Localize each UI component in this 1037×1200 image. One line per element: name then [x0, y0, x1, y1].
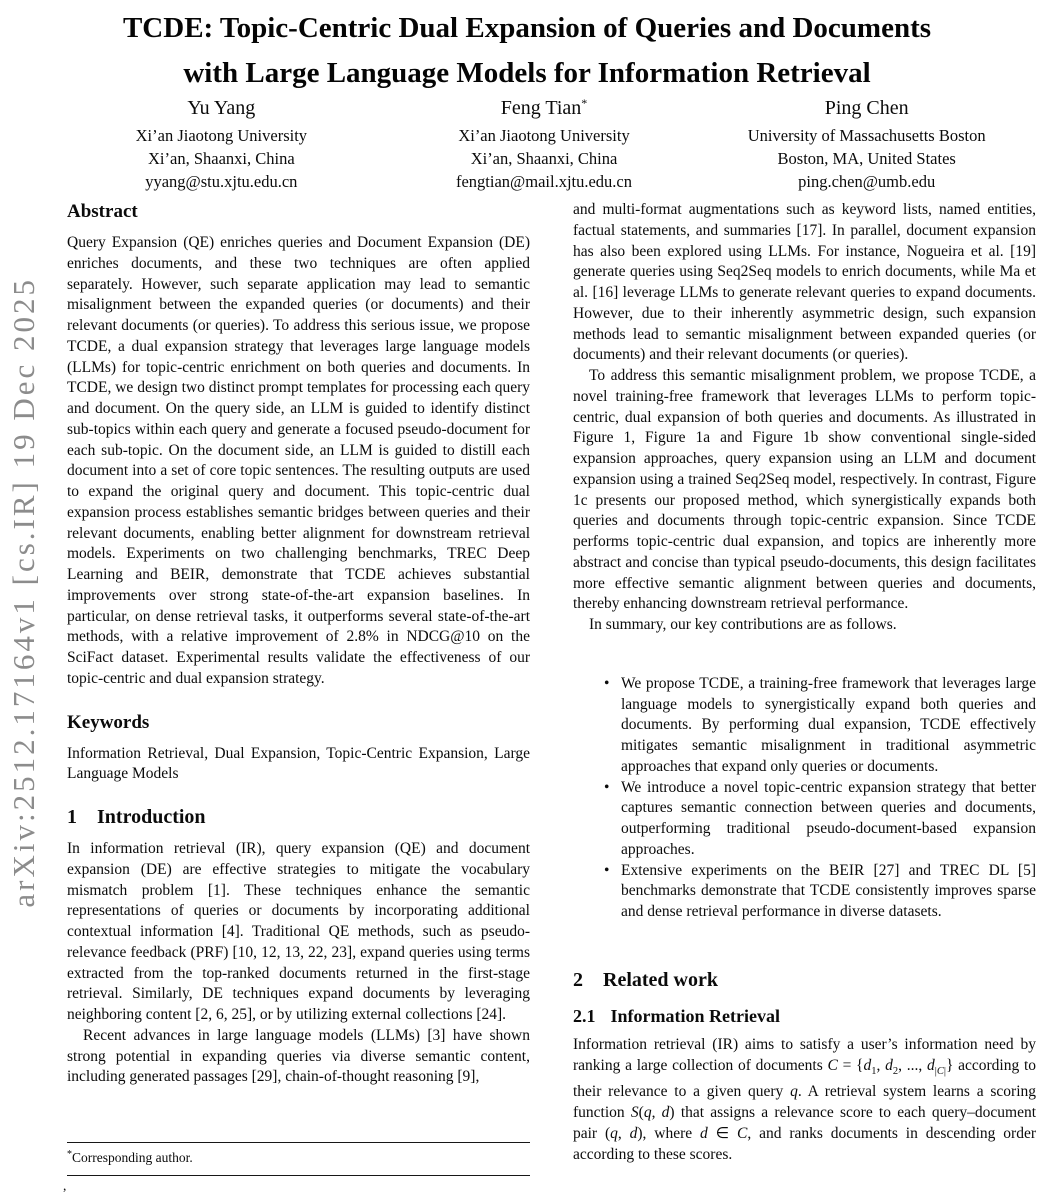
related-work-paragraph: Information retrieval (IR) aims to satisfy a user’s information need by ranking a large collection of documents $C = \{d_1$, $d_2$, ..., $d_{|C|}$} according to their relevance to a given query q. A retrieval system learns a scoring function S(q, d) that assigns a relevance score to each query–document pair (q, d), where d ∈ C, and ranks documents in descending order according to these scores.: [573, 1035, 1036, 1163]
contribution-item: [573, 861, 1036, 923]
author-note-asterisk: *: [581, 96, 588, 110]
contribution-text: We propose TCDE, a training-free framework that leverages large language models to synergistically expand both queries and documents. By performing dual expansion, TCDE effectively mitigates semantic misalignment in traditional asymmetric approaches that expand only queries or documents.: [621, 674, 1036, 775]
author-2: [383, 90, 706, 193]
author-name: Ping Chen: [824, 97, 909, 119]
arxiv-watermark: [0, 228, 48, 956]
author-email: ping.chen@umb.edu: [798, 172, 936, 191]
author-location: Xi’an, Shaanxi, China: [470, 149, 618, 168]
intro-paragraph-3: To address this semantic misalignment problem, we propose TCDE, a novel training-free framework that leverages LLMs to perform topic-centric, dual expansion of both queries and documents. As illustrated in Figure 1, Figure 1a and Figure 1b show conventional single-sided expansion approaches, query expansion using an LLM and document expansion using a trained Seq2Seq model, respectively. In contrast, Figure 1c presents our proposed method, which synergistically expands both queries and documents through topic-centric expansion. Since TCDE performs topic-centric dual expansion, and topics are inherently more abstract and concise than typical pseudo-documents, this design facilitates more effective semantic alignment between queries and documents, thereby enhancing downstream retrieval performance.: [573, 367, 1036, 613]
section-2-1-heading: [573, 1004, 1036, 1028]
section-number: 1: [67, 806, 77, 828]
author-3: [705, 90, 1028, 193]
left-column: [67, 200, 530, 1138]
paper-title-line-2: with Large Language Models for Information Retrieval: [183, 57, 871, 89]
intro-paragraph-2: Recent advances in large language models (LLMs) [3] have shown strong potential in expanding queries via diverse semantic content, including generated passages [29], chain-of-thought reasoning [9],: [67, 1026, 530, 1086]
footnote-text: *Corresponding author.: [67, 1149, 193, 1165]
paper-title: [47, 6, 1007, 96]
section-2-heading: [573, 967, 1036, 993]
author-name: Feng Tian*: [500, 96, 588, 119]
page-bottom-fragment: ,: [63, 1178, 67, 1193]
bullet-icon: •: [604, 861, 610, 879]
section-title: Introduction: [97, 806, 206, 828]
keywords-heading: Keywords: [67, 711, 150, 733]
author-1: [60, 90, 383, 193]
author-affiliation: Xi’an Jiaotong University: [135, 126, 308, 145]
author-name: Yu Yang: [187, 97, 256, 119]
right-column: [573, 200, 1036, 1200]
author-email: yyang@stu.xjtu.edu.cn: [145, 172, 298, 191]
author-location: Xi’an, Shaanxi, China: [148, 149, 295, 168]
intro-paragraph-1: In information retrieval (IR), query expansion (QE) and document expansion (DE) are effective strategies to mitigate the vocabulary mismatch problem [1]. These techniques enhance the semantic representations of queries or documents by incorporating additional contextual information [4]. Traditional QE methods, such as pseudo-relevance feedback (PRF) [10, 12, 13, 22, 23], expand queries using terms extracted from the top-ranked documents returned in the first-stage retrieval. Similarly, DE techniques expand documents by leveraging neighboring content [2, 6, 25], or by utilizing external collections [24].: [67, 840, 530, 1023]
subsection-title: Information Retrieval: [610, 1005, 780, 1026]
bullet-icon: •: [604, 674, 610, 692]
author-location: Boston, MA, United States: [777, 149, 956, 168]
author-affiliation: Xi’an Jiaotong University: [458, 126, 630, 145]
contribution-item: [573, 778, 1036, 861]
footnote-marker: *: [67, 1149, 72, 1160]
footnote: [67, 1142, 530, 1176]
contribution-item: [573, 674, 1036, 778]
subsection-number: 2.1: [573, 1005, 596, 1026]
abstract-text: Query Expansion (QE) enriches queries and Document Expansion (DE) enriches documents, and these two techniques are often applied separately. However, such separate application may lead to semantic misalignment between the expanded queries (or documents) and their relevant documents (or queries). To address this serious issue, we propose TCDE, a dual expansion strategy that leverages large language models (LLMs) for topic-centric enrichment on both queries and documents. In TCDE, we design two distinct prompt templates for processing each query and document. On the query side, an LLM is guided to identify distinct sub-topics within each query and generate a focused pseudo-document for each sub-topic. On the document side, an LLM is guided to distill each document into a set of core topic sentences. The resulting outputs are used to expand the original query and document. This topic-centric dual expansion process establishes semantic bridges between queries and their relevant documents, enabling better alignment for downstream retrieval models. Experiments on two challenging benchmarks, TREC Deep Learning and BEIR, demonstrate that TCDE achieves substantial improvements over strong state-of-the-art expansion baselines. In particular, on dense retrieval tasks, it outperforms several state-of-the-art methods, with a relative improvement of 2.8% in NDCG@10 on the SciFact dataset. Experimental results validate the effectiveness of our topic-centric and dual expansion strategy.: [67, 234, 530, 687]
author-email: fengtian@mail.xjtu.edu.cn: [455, 172, 633, 191]
intro-paragraph-continuation: and multi-format augmentations such as keyword lists, named entities, factual statements, and summaries [17]. In parallel, document expansion has also been explored using LLMs. For instance, Nogueira et al. [19] generate queries using Seq2Seq models to enrich documents, while Ma et al. [16] leverage LLMs to generate relevant queries to expand documents. However, due to their inherently asymmetric design, such expansion methods lead to semantic misalignment between expanded queries (or documents) and their relevant documents (or queries).: [573, 201, 1036, 364]
section-1-heading: [67, 804, 530, 830]
author-affiliation: University of Massachusetts Boston: [747, 126, 986, 145]
intro-paragraph-4: In summary, our key contributions are as follows.: [589, 616, 897, 633]
contribution-text: We introduce a novel topic-centric expansion strategy that better captures semantic connection between queries and documents, outperforming traditional pseudo-document-based expansion approaches.: [621, 778, 1036, 858]
author-block: [60, 90, 1028, 193]
bullet-icon: •: [604, 778, 610, 796]
footnote-rule-bottom: [67, 1175, 530, 1176]
contribution-text: Extensive experiments on the BEIR [27] and TREC DL [5] benchmarks demonstrate that TCDE consistently improves sparse and dense retrieval performance in diverse datasets.: [621, 861, 1036, 920]
arxiv-watermark-text: arXiv:2512.17164v1 [cs.IR] 19 Dec 2025: [6, 276, 41, 908]
contribution-list: [573, 674, 1036, 923]
section-number: 2: [573, 968, 583, 991]
abstract-heading: Abstract: [67, 201, 138, 222]
section-title: Related work: [603, 968, 718, 991]
keywords-text: Information Retrieval, Dual Expansion, Topic-Centric Expansion, Large Language Models: [67, 744, 530, 783]
paper-title-line-1: TCDE: Topic-Centric Dual Expansion of Queries and Documents: [122, 12, 932, 44]
